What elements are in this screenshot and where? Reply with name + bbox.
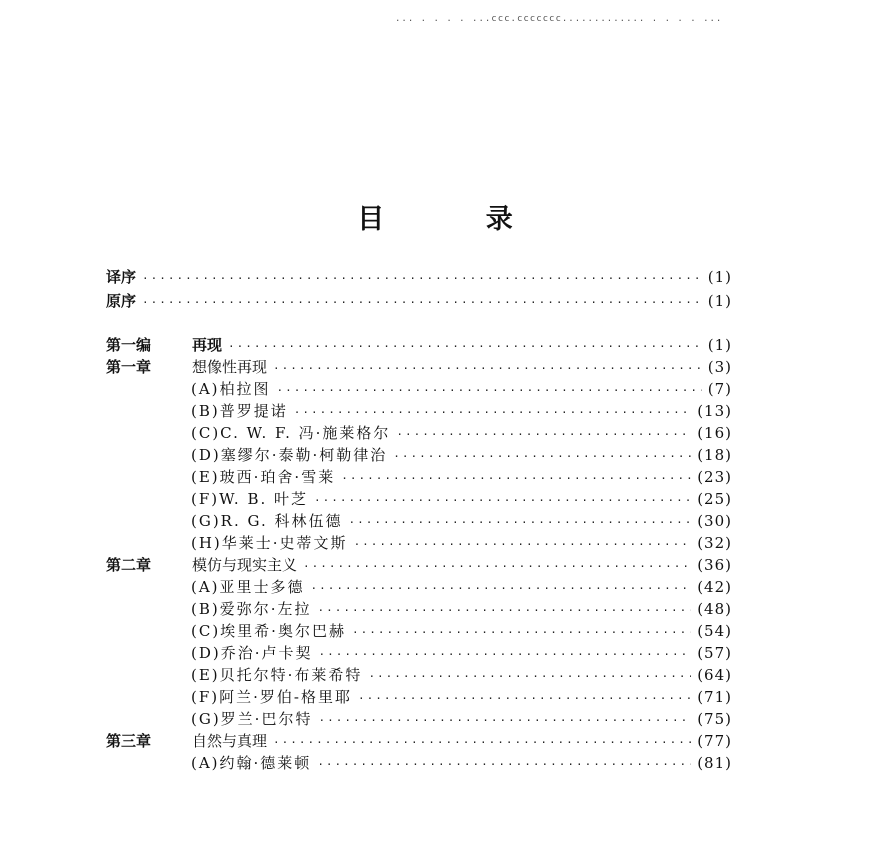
dot-leader xyxy=(319,648,692,661)
toc-entry-page: (32) xyxy=(697,534,732,552)
toc-entry-title: (B)爱弥尔·左拉 xyxy=(191,600,312,618)
toc-entry xyxy=(106,290,732,311)
toc-entry xyxy=(191,708,732,729)
toc-entry-chapter: 第一编 xyxy=(106,336,152,354)
dot-leader xyxy=(318,714,691,727)
toc-entry-title: (A)亚里士多德 xyxy=(191,578,305,596)
dot-leader xyxy=(341,472,691,485)
dot-leader xyxy=(317,758,691,771)
toc-entry xyxy=(191,510,732,531)
toc-entry-title: (C)C. W. F. 冯·施莱格尔 xyxy=(191,424,391,442)
toc-entry xyxy=(191,466,732,487)
toc-entry-title: (G)R. G. 科林伍德 xyxy=(191,512,343,530)
toc-entry xyxy=(191,664,732,685)
toc-entry-page: (13) xyxy=(697,402,732,420)
toc-entry-title: 译序 xyxy=(106,268,137,286)
dot-leader xyxy=(349,516,692,529)
dot-leader xyxy=(294,406,691,419)
toc-entry-page: (64) xyxy=(697,666,732,684)
toc-entry xyxy=(106,266,732,287)
toc-entry-page: (18) xyxy=(697,446,732,464)
dot-leader xyxy=(228,340,702,353)
toc-entry-page: (54) xyxy=(697,622,732,640)
toc-entry xyxy=(106,730,732,751)
toc-entry xyxy=(191,576,732,597)
toc-entry xyxy=(106,334,732,355)
dot-leader xyxy=(393,450,691,463)
page-title: 目 录 xyxy=(357,204,559,235)
toc-entry-page: (7) xyxy=(707,380,732,398)
toc-entry-page: (1) xyxy=(707,268,732,286)
toc-entry-title: (B)普罗提诺 xyxy=(191,402,288,420)
toc-entry xyxy=(191,598,732,619)
toc-entry-page: (57) xyxy=(697,644,732,662)
toc-entry-chapter: 第一章 xyxy=(106,358,152,376)
dot-leader xyxy=(142,272,702,285)
toc-entry-page: (36) xyxy=(697,556,732,574)
toc-entry-title: (G)罗兰·巴尔特 xyxy=(191,710,313,728)
dot-leader xyxy=(303,560,691,573)
dot-leader xyxy=(368,670,691,683)
toc-entry-page: (75) xyxy=(697,710,732,728)
toc-entry-page: (71) xyxy=(697,688,732,706)
toc-entry-title: 原序 xyxy=(106,292,137,310)
dot-leader xyxy=(142,296,702,309)
toc-entry-chapter: 第三章 xyxy=(106,732,152,750)
toc-entry-chapter: 第二章 xyxy=(106,556,152,574)
toc-entry-page: (23) xyxy=(697,468,732,486)
toc-entry-title: (A)约翰·德莱顿 xyxy=(191,754,312,772)
toc-entry xyxy=(106,554,732,575)
toc-entry-page: (81) xyxy=(697,754,732,772)
dot-leader xyxy=(311,582,692,595)
toc-entry-page: (1) xyxy=(707,336,732,354)
toc-entry xyxy=(191,400,732,421)
toc-entry-title: (H)华莱士·史蒂文斯 xyxy=(191,534,348,552)
toc-entry xyxy=(191,686,732,707)
dot-leader xyxy=(277,384,702,397)
toc-entry-page: (3) xyxy=(707,358,732,376)
dot-leader xyxy=(354,538,692,551)
toc-entry xyxy=(191,378,732,399)
dot-leader xyxy=(314,494,691,507)
toc-entry-title: (D)塞缪尔·泰勒·柯勒律治 xyxy=(191,446,388,464)
toc-entry xyxy=(191,488,732,509)
toc-entry-title: 再现 xyxy=(192,336,223,354)
page-header-noise: ... . . . . ...ccc.ccccccc............. . . . . ... xyxy=(395,14,723,24)
toc-entry-page: (48) xyxy=(697,600,732,618)
toc-entry-title: (D)乔治·卢卡契 xyxy=(191,644,313,662)
toc-entry-page: (1) xyxy=(707,292,732,310)
toc-entry xyxy=(191,444,732,465)
dot-leader xyxy=(352,626,691,639)
dot-leader xyxy=(396,428,691,441)
toc-entry-page: (77) xyxy=(697,732,732,750)
toc-entry xyxy=(191,422,732,443)
dot-leader xyxy=(273,736,691,749)
toc-entry xyxy=(191,752,732,773)
toc-entry-page: (25) xyxy=(697,490,732,508)
toc-entry xyxy=(106,356,732,377)
toc-entry-page: (42) xyxy=(697,578,732,596)
dot-leader xyxy=(358,692,691,705)
dot-leader xyxy=(273,362,702,375)
toc-entry-title: (F)阿兰·罗伯-格里耶 xyxy=(191,688,352,706)
toc-entry xyxy=(191,532,732,553)
toc-entry-title: (E)玻西·珀舍·雪莱 xyxy=(191,468,336,486)
toc-entry xyxy=(191,620,732,641)
toc-entry-page: (30) xyxy=(697,512,732,530)
toc-entry-title: (F)W. B. 叶芝 xyxy=(191,490,309,508)
dot-leader xyxy=(318,604,692,617)
toc-entry-title: 模仿与现实主义 xyxy=(192,556,298,574)
toc-entry-page: (16) xyxy=(697,424,732,442)
toc-entry-title: (A)柏拉图 xyxy=(191,380,271,398)
toc-entry-title: 想像性再现 xyxy=(192,358,268,376)
toc-entry-title: 自然与真理 xyxy=(192,732,268,750)
toc-entry-title: (E)贝托尔特·布莱希特 xyxy=(191,666,363,684)
toc-entry-title: (C)埃里希·奥尔巴赫 xyxy=(191,622,346,640)
toc-entry xyxy=(191,642,732,663)
